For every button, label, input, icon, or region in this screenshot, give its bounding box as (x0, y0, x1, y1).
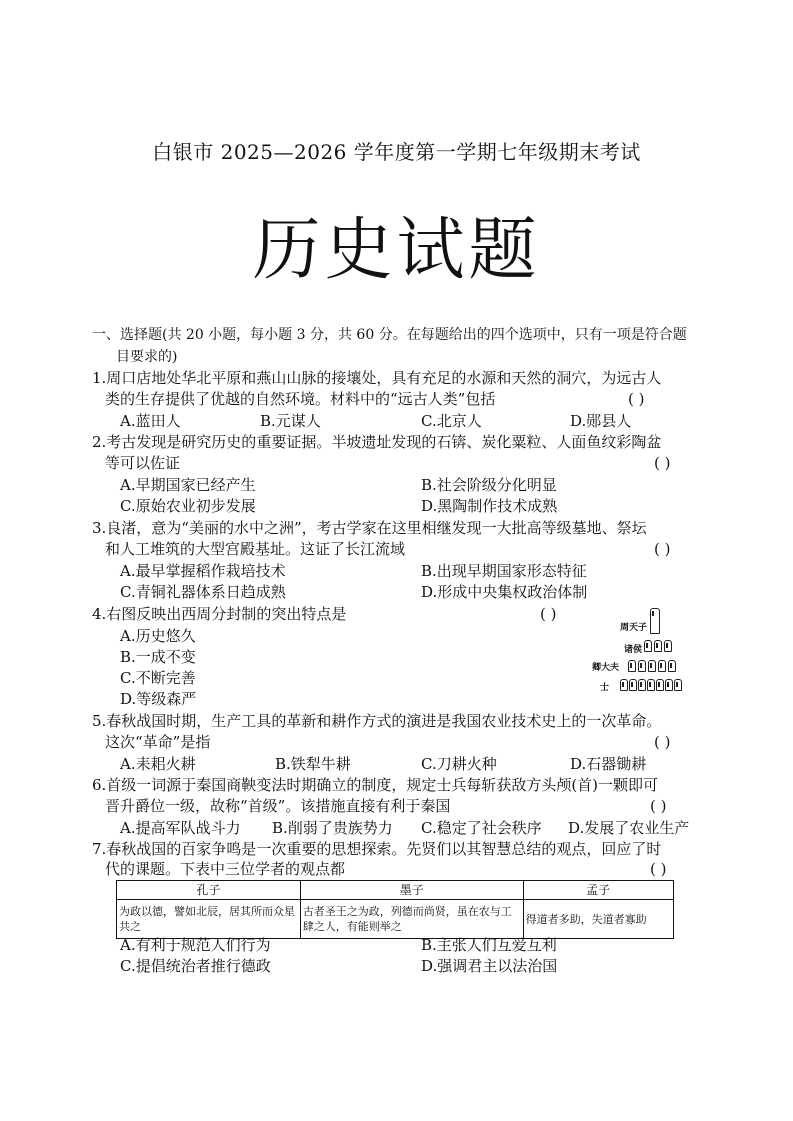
q3-option-d: D.形成中央集权政治体制 (421, 583, 588, 601)
qingdafu-figure-icon (648, 660, 656, 672)
q5-stem-line2: 这次“革命”是指 (105, 733, 211, 751)
diagram-label-shi: 士 (600, 683, 610, 693)
q7-option-a: A.有利于规范人们行为 (120, 936, 271, 954)
diagram-label-tianzi: 周天子 (620, 623, 648, 633)
qingdafu-figure-icon (658, 660, 666, 672)
diagram-label-qingdafu: 卿大夫 (592, 663, 620, 673)
table-header-row (117, 881, 674, 900)
q2-answer-blank: ( ) (654, 454, 671, 472)
zhuhou-figure-icon (644, 640, 652, 652)
q6-option-a: A.提高军队战斗力 (120, 819, 241, 837)
q1-option-a: A.蓝田人 (120, 412, 181, 430)
q3-answer-blank: ( ) (654, 540, 671, 558)
shi-figure-icon (629, 679, 637, 691)
q7-stem-line1: 7.春秋战国的百家争鸣是一次重要的思想探索。先贤们以其智慧总结的观点，回应了时 (92, 840, 662, 858)
q3-option-c: C.青铜礼器体系日趋成熟 (120, 583, 286, 601)
q3-option-b: B.出现早期国家形态特征 (421, 562, 587, 580)
q6-answer-blank: ( ) (650, 797, 667, 815)
q2-option-b: B.社会阶级分化明显 (421, 476, 557, 494)
q5-option-b: B.铁犁牛耕 (275, 755, 351, 773)
q3-stem-line1: 3.良渚，意为“美丽的水中之洲”，考古学家在这里相继发现一大批高等级墓地、祭坛 (92, 519, 647, 537)
section-instructions (92, 324, 712, 368)
q7-option-b: B.主张人们互爱互利 (421, 936, 557, 954)
tianzi-figure-icon (650, 608, 660, 634)
q1-answer-blank: ( ) (628, 390, 645, 408)
q7-option-c: C.提倡统治者推行德政 (120, 957, 271, 975)
q4-answer-blank: ( ) (540, 605, 557, 623)
q4-option-a: A.历史悠久 (120, 627, 196, 645)
q6-stem-line1: 6.首级一词源于秦国商鞅变法时期确立的制度，规定士兵每斩获敌方头颅(首)一颗即可 (92, 776, 659, 794)
exam-title: 历史试题 (252, 211, 541, 290)
q4-stem-line1: 4.右图反映出西周分封制的突出特点是 (92, 605, 347, 623)
q1-stem-line1: 1.周口店地处华北平原和燕山山脉的接壤处，具有充足的水源和天然的洞穴，为远古人 (92, 369, 662, 387)
q2-option-a: A.早期国家已经产生 (120, 476, 256, 494)
shi-figure-icon (665, 679, 673, 691)
q1-option-b: B.元谋人 (260, 412, 321, 430)
q4-option-c: C.不断完善 (120, 669, 196, 687)
q4-option-b: B.一成不变 (120, 648, 196, 666)
q6-option-c: C.稳定了社会秩序 (421, 819, 542, 837)
table-row (117, 900, 674, 939)
q2-stem-line2: 等可以佐证 (105, 454, 181, 472)
q5-option-d: D.石器锄耕 (570, 755, 647, 773)
table-header-confucius: 孔子 (117, 881, 301, 900)
diagram-label-zhuhou: 诸侯 (624, 645, 643, 655)
zhuhou-figure-icon (654, 640, 662, 652)
q1-option-c: C.北京人 (421, 412, 482, 430)
shi-figure-icon (674, 679, 682, 691)
table-cell-confucius: 为政以德，譬如北辰，居其所而众星共之 (117, 900, 301, 939)
zhuhou-figure-icon (664, 640, 672, 652)
exam-subtitle: 白银市 2025—2026 学年度第一学期七年级期末考试 (152, 140, 641, 164)
qingdafu-figure-icon (638, 660, 646, 672)
shi-figure-icon (647, 679, 655, 691)
q5-stem-line1: 5.春秋战国时期，生产工具的革新和耕作方式的演进是我国农业技术史上的一次革命。 (92, 712, 662, 730)
shi-figure-icon (620, 679, 628, 691)
q5-answer-blank: ( ) (654, 733, 671, 751)
shi-figure-icon (638, 679, 646, 691)
q3-stem-line2: 和人工堆筑的大型宫殿基址。这证了长江流域 (105, 540, 406, 558)
q5-option-a: A.耒耜火耕 (120, 755, 196, 773)
section-instructions-line1: 一、选择题(共 20 小题，每小题 3 分，共 60 分。在每题给出的四个选项中，只有一项是符合题 (92, 327, 687, 343)
q7-views-table (116, 880, 674, 939)
q6-option-d: D.发展了农业生产 (568, 819, 690, 837)
section-instructions-line2: 目要求的) (116, 349, 178, 365)
q6-stem-line2: 晋升爵位一级，故称“首级”。该措施直接有利于秦国 (105, 797, 451, 815)
q6-option-b: B.削弱了贵族势力 (272, 819, 393, 837)
table-cell-mozi: 古者圣王之为政，列德而尚贤，虽在农与工肆之人，有能则举之 (300, 900, 523, 939)
q7-option-d: D.强调君主以法治国 (421, 957, 558, 975)
q2-option-d: D.黑陶制作技术成熟 (421, 497, 558, 515)
q4-option-d: D.等级森严 (120, 690, 197, 708)
q2-option-c: C.原始农业初步发展 (120, 497, 256, 515)
q2-stem-line1: 2.考古发现是研究历史的重要证据。半坡遗址发现的石锛、炭化粟粒、人面鱼纹彩陶盆 (92, 433, 662, 451)
q7-stem-line2: 代的课题。下表中三位学者的观点都 (105, 860, 346, 878)
table-cell-mencius: 得道者多助，失道者寡助 (523, 900, 673, 939)
shi-figure-icon (656, 679, 664, 691)
qingdafu-figure-icon (628, 660, 636, 672)
q1-option-d: D.郧县人 (570, 412, 632, 430)
table-header-mencius: 孟子 (523, 881, 673, 900)
table-header-mozi: 墨子 (300, 881, 523, 900)
qingdafu-figure-icon (668, 660, 676, 672)
q3-option-a: A.最早掌握稻作栽培技术 (120, 562, 286, 580)
q7-answer-blank: ( ) (650, 860, 667, 878)
q1-stem-line2: 类的生存提供了优越的自然环境。材料中的“远古人类”包括 (105, 390, 496, 408)
q5-option-c: C.刀耕火种 (421, 755, 497, 773)
fengjian-hierarchy-diagram (592, 604, 692, 696)
